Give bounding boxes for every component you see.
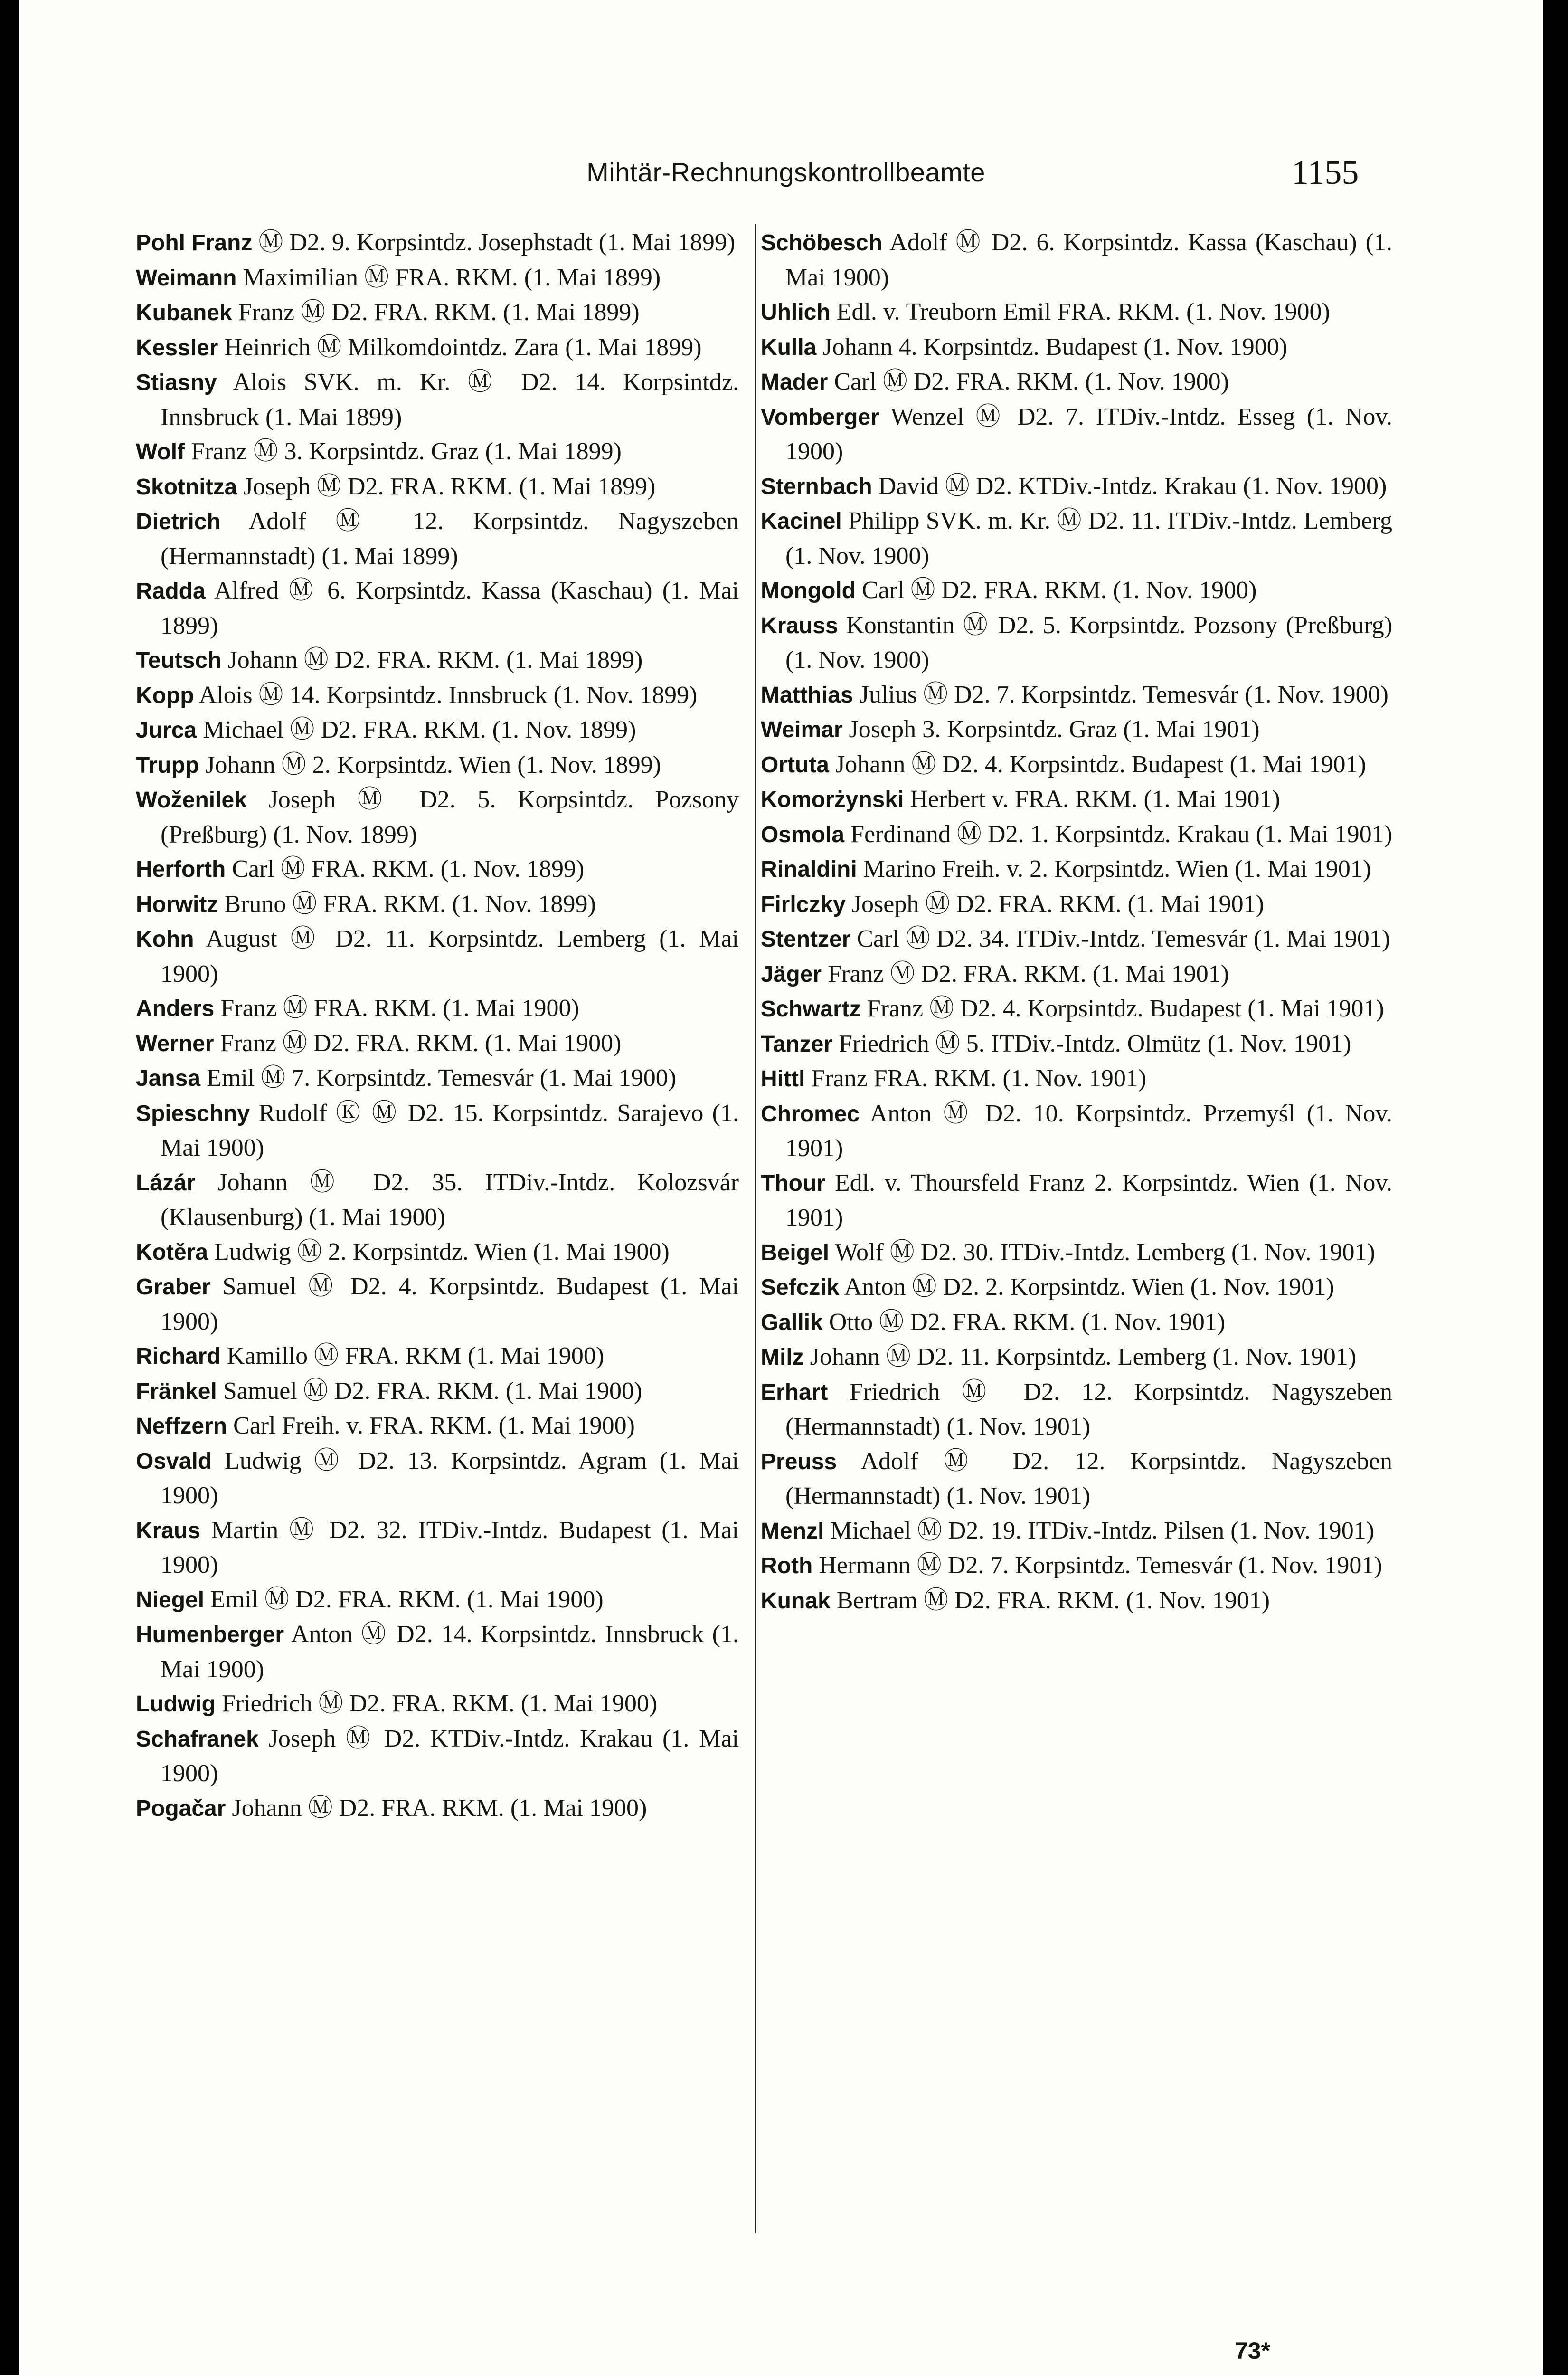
list-entry (761, 887, 1392, 922)
list-entry (136, 1513, 739, 1583)
list-entry (761, 957, 1392, 992)
list-entry (136, 1791, 739, 1826)
entry-details: Marino Freih. v. 2. Korpsintdz. Wien (1. Mai 1901) (863, 855, 1371, 883)
entry-details: Joseph Ⓜ D2. 5. Korpsintdz. Pozsony (Preßburg) (1. Nov. 1899) (161, 786, 739, 848)
entry-details: Rudolf Ⓚ Ⓜ D2. 15. Korpsintdz. Sarajevo (1. Mai 1900) (161, 1099, 739, 1161)
entry-surname: Weimar (761, 717, 843, 742)
list-entry (761, 608, 1392, 678)
list-entry (136, 435, 739, 470)
entry-details: Johann 4. Korpsintdz. Budapest (1. Nov. 1900) (822, 333, 1288, 361)
entry-details: Hermann Ⓜ D2. 7. Korpsintdz. Temesvár (1. Nov. 1901) (819, 1552, 1382, 1579)
list-entry (761, 1166, 1392, 1235)
entry-surname: Thour (761, 1170, 825, 1196)
list-entry (136, 1339, 739, 1374)
entry-surname: Kunak (761, 1588, 831, 1614)
entry-details: Konstantin Ⓜ D2. 5. Korpsintdz. Pozsony (Preßburg) (1. Nov. 1900) (785, 611, 1392, 674)
entry-surname: Stentzer (761, 927, 851, 952)
list-entry (761, 1305, 1392, 1340)
list-entry (136, 678, 739, 713)
signature-mark: 73* (1235, 2337, 1271, 2364)
entry-surname: Wolf (136, 439, 185, 465)
entry-details: Adolf Ⓜ D2. 12. Korpsintdz. Nagyszeben (Hermannstadt) (1. Nov. 1901) (785, 1447, 1392, 1510)
list-entry (761, 1027, 1392, 1062)
entry-surname: Weimann (136, 265, 237, 291)
entry-surname: Uhlich (761, 300, 831, 325)
entry-surname: Teutsch (136, 648, 222, 673)
entry-details: Carl Ⓜ D2. FRA. RKM. (1. Nov. 1900) (834, 368, 1229, 395)
entry-surname: Graber (136, 1274, 211, 1300)
entry-details: Johann Ⓜ 2. Korpsintdz. Wien (1. Nov. 1899) (205, 751, 661, 779)
entry-details: Michael Ⓜ D2. FRA. RKM. (1. Nov. 1899) (203, 716, 636, 743)
list-entry (136, 226, 739, 261)
entry-details: Emil Ⓜ 7. Korpsintdz. Temesvár (1. Mai 1900) (207, 1064, 677, 1092)
entry-details: Friedrich Ⓜ D2. 12. Korpsintdz. Nagyszeben (Hermannstadt) (1. Nov. 1901) (785, 1378, 1392, 1440)
list-entry (136, 1235, 739, 1270)
entry-surname: Pogačar (136, 1796, 226, 1821)
entry-details: Adolf Ⓜ D2. 6. Korpsintdz. Kassa (Kaschau) (1. Mai 1900) (785, 229, 1392, 291)
entry-details: Carl Ⓜ D2. FRA. RKM. (1. Nov. 1900) (861, 577, 1257, 604)
entry-details: Edl. v. Treuborn Emil FRA. RKM. (1. Nov. 1900) (836, 298, 1330, 325)
list-entry (136, 331, 739, 366)
list-entry (136, 1026, 739, 1062)
entry-surname: Ortuta (761, 752, 829, 778)
list-entry (136, 852, 739, 887)
entry-details: Franz Ⓜ D2. 4. Korpsintdz. Budapest (1. Mai 1901) (867, 995, 1384, 1022)
list-entry (136, 1374, 739, 1409)
list-entry (136, 643, 739, 678)
entry-details: Friedrich Ⓜ D2. FRA. RKM. (1. Mai 1900) (221, 1690, 658, 1717)
entry-details: Philipp SVK. m. Kr. Ⓜ D2. 11. ITDiv.-Intdz. Lemberg (1. Nov. 1900) (785, 507, 1392, 570)
list-entry (136, 1722, 739, 1791)
entry-details: Ludwig Ⓜ 2. Korpsintdz. Wien (1. Mai 1900) (214, 1238, 670, 1265)
entry-surname: Kessler (136, 335, 218, 361)
list-entry (761, 1097, 1392, 1166)
list-entry (761, 1235, 1392, 1271)
entry-surname: Trupp (136, 752, 199, 778)
entry-details: Joseph 3. Korpsintdz. Graz (1. Mai 1901) (849, 716, 1260, 743)
list-entry (761, 712, 1392, 748)
entry-details: Herbert v. FRA. RKM. (1. Mai 1901) (910, 786, 1280, 813)
entry-surname: Fränkel (136, 1378, 217, 1404)
list-entry (761, 504, 1392, 573)
list-entry (136, 470, 739, 505)
entry-surname: Sefczik (761, 1275, 840, 1300)
entry-details: Bruno Ⓜ FRA. RKM. (1. Nov. 1899) (224, 890, 596, 918)
entry-surname: Matthias (761, 682, 853, 708)
list-entry (761, 922, 1392, 957)
entry-details: Johann Ⓜ D2. FRA. RKM. (1. Mai 1899) (227, 646, 643, 674)
entry-details: Alois SVK. m. Kr. Ⓜ D2. 14. Korpsintdz. Innsbruck (1. Mai 1899) (161, 369, 739, 431)
entry-surname: Beigel (761, 1240, 830, 1265)
list-entry (761, 400, 1392, 469)
entry-surname: Kopp (136, 683, 194, 708)
right-column (761, 226, 1392, 2221)
entry-details: Wolf Ⓜ D2. 30. ITDiv.-Intdz. Lemberg (1. Nov. 1901) (835, 1238, 1375, 1266)
entry-surname: Sternbach (761, 474, 872, 499)
list-entry (761, 1514, 1392, 1549)
running-title: Mihtär-Rechnungskontrollbeamte (586, 157, 985, 187)
entry-details: Carl Ⓜ FRA. RKM. (1. Nov. 1899) (232, 855, 585, 883)
entry-surname: Neffzern (136, 1414, 227, 1439)
entry-surname: Tanzer (761, 1031, 833, 1057)
entry-surname: Schwartz (761, 997, 861, 1022)
left-column (136, 226, 739, 2221)
entry-surname: Woženilek (136, 788, 247, 813)
book-page (19, 0, 1543, 2375)
entry-surname: Kraus (136, 1518, 201, 1543)
entry-details: Ⓜ D2. 9. Korpsintdz. Josephstadt (1. Mai 1899) (258, 229, 736, 256)
entry-surname: Hittl (761, 1066, 805, 1092)
entry-surname: Chromec (761, 1101, 860, 1127)
list-entry (136, 1270, 739, 1339)
list-entry (761, 1375, 1392, 1444)
entry-details: Alois Ⓜ 14. Korpsintdz. Innsbruck (1. Nov. 1899) (198, 681, 698, 709)
entry-details: Samuel Ⓜ D2. FRA. RKM. (1. Mai 1900) (223, 1377, 642, 1405)
entry-surname: Gallik (761, 1310, 823, 1335)
entry-surname: Spieschny (136, 1101, 250, 1126)
entry-surname: Kohn (136, 927, 194, 952)
list-entry (136, 1061, 739, 1096)
entry-details: Joseph Ⓜ D2. FRA. RKM. (1. Mai 1899) (243, 473, 656, 500)
entry-surname: Osmola (761, 822, 845, 847)
entry-details: Carl Freih. v. FRA. RKM. (1. Mai 1900) (233, 1412, 635, 1439)
entry-surname: Stiasny (136, 370, 217, 395)
entry-surname: Kubanek (136, 300, 232, 325)
list-entry (136, 713, 739, 748)
page-number: 1155 (1292, 153, 1359, 191)
list-entry (761, 1270, 1392, 1305)
page-header (19, 153, 1543, 200)
list-entry (136, 1617, 739, 1687)
list-entry (761, 295, 1392, 330)
entry-surname: Horwitz (136, 892, 218, 917)
entry-details: Joseph Ⓜ D2. FRA. RKM. (1. Mai 1901) (851, 890, 1264, 918)
entry-surname: Erhart (761, 1379, 828, 1405)
entry-details: Michael Ⓜ D2. 19. ITDiv.-Intdz. Pilsen (1. Nov. 1901) (830, 1517, 1375, 1544)
entry-details: Ferdinand Ⓜ D2. 1. Korpsintdz. Krakau (1. Mai 1901) (850, 820, 1392, 848)
entry-surname: Radda (136, 579, 206, 604)
list-entry (136, 783, 739, 852)
entry-details: Martin Ⓜ D2. 32. ITDiv.-Intdz. Budapest (1. Mai 1900) (161, 1516, 739, 1578)
entry-surname: Kulla (761, 334, 817, 360)
entry-surname: Skotnitza (136, 474, 237, 500)
entry-details: Maximilian Ⓜ FRA. RKM. (1. Mai 1899) (243, 264, 661, 291)
entry-details: Johann Ⓜ D2. 11. Korpsintdz. Lemberg (1. Nov. 1901) (810, 1343, 1357, 1370)
entry-surname: Ludwig (136, 1691, 216, 1717)
entry-details: Anton Ⓜ D2. 10. Korpsintdz. Przemyśl (1. Nov. 1901) (785, 1100, 1392, 1162)
entry-surname: Menzl (761, 1518, 824, 1544)
list-entry (136, 1166, 739, 1235)
entry-surname: Jurca (136, 718, 197, 743)
list-entry (761, 992, 1392, 1027)
entry-details: Edl. v. Thoursfeld Franz 2. Korpsintdz. Wien (1. Nov. 1901) (785, 1169, 1392, 1231)
entry-surname: Humenberger (136, 1622, 284, 1647)
entry-details: Anton Ⓜ D2. 2. Korpsintdz. Wien (1. Nov. 1901) (844, 1273, 1334, 1301)
entry-surname: Jäger (761, 961, 822, 987)
list-entry (136, 1409, 739, 1444)
entry-details: Carl Ⓜ D2. 34. ITDiv.-Intdz. Temesvár (1. Mai 1901) (857, 925, 1390, 952)
list-entry (136, 991, 739, 1026)
entry-surname: Dietrich (136, 509, 221, 534)
entry-details: David Ⓜ D2. KTDiv.-Intdz. Krakau (1. Nov. 1900) (878, 472, 1387, 500)
list-entry (136, 922, 739, 991)
entry-details: Franz FRA. RKM. (1. Nov. 1901) (811, 1065, 1147, 1092)
entry-surname: Richard (136, 1344, 221, 1369)
list-entry (136, 887, 739, 922)
list-entry (761, 330, 1392, 365)
list-entry (761, 678, 1392, 713)
entry-surname: Rinaldini (761, 857, 857, 882)
entry-details: Samuel Ⓜ D2. 4. Korpsintdz. Budapest (1. Mai 1900) (161, 1273, 739, 1335)
list-entry (761, 469, 1392, 504)
list-entry (136, 1583, 739, 1618)
entry-surname: Schöbesch (761, 230, 883, 256)
entry-surname: Kacinel (761, 509, 842, 534)
entry-surname: Firlczky (761, 892, 846, 917)
entry-surname: Osvald (136, 1448, 212, 1474)
entry-details: Bertram Ⓜ D2. FRA. RKM. (1. Nov. 1901) (836, 1586, 1270, 1614)
entry-details: Franz Ⓜ D2. FRA. RKM. (1. Mai 1900) (220, 1029, 622, 1057)
entry-details: Franz Ⓜ 3. Korpsintdz. Graz (1. Mai 1899) (191, 438, 622, 465)
list-entry (761, 852, 1392, 887)
entry-surname: Milz (761, 1345, 804, 1370)
list-entry (761, 226, 1392, 295)
entry-details: Alfred Ⓜ 6. Korpsintdz. Kassa (Kaschau) (1. Mai 1899) (161, 577, 739, 639)
list-entry (761, 573, 1392, 608)
list-entry (761, 1062, 1392, 1097)
entry-surname: Mader (761, 370, 828, 395)
entry-details: Ludwig Ⓜ D2. 13. Korpsintdz. Agram (1. Mai 1900) (161, 1447, 739, 1509)
entry-details: Franz Ⓜ FRA. RKM. (1. Mai 1900) (220, 995, 579, 1022)
entry-surname: Kotěra (136, 1239, 208, 1265)
entry-details: Wenzel Ⓜ D2. 7. ITDiv.-Intdz. Esseg (1. Nov. 1900) (785, 403, 1392, 465)
list-entry (136, 574, 739, 643)
entry-details: Kamillo Ⓜ FRA. RKM (1. Mai 1900) (227, 1342, 605, 1369)
entry-details: Adolf Ⓜ 12. Korpsintdz. Nagyszeben (Hermannstadt) (1. Mai 1899) (161, 508, 739, 570)
entry-details: Joseph Ⓜ D2. KTDiv.-Intdz. Krakau (1. Mai 1900) (161, 1725, 739, 1787)
list-entry (136, 1444, 739, 1513)
list-entry (136, 1096, 739, 1166)
entry-details: Johann Ⓜ D2. 35. ITDiv.-Intdz. Kolozsvár (Klausenburg) (1. Mai 1900) (161, 1168, 739, 1231)
list-entry (761, 1444, 1392, 1514)
entry-details: Franz Ⓜ D2. FRA. RKM. (1. Mai 1899) (238, 299, 640, 326)
entry-surname: Preuss (761, 1449, 837, 1474)
list-entry (761, 1548, 1392, 1584)
list-entry (761, 817, 1392, 853)
entry-details: Julius Ⓜ D2. 7. Korpsintdz. Temesvár (1. Nov. 1900) (859, 681, 1389, 708)
entry-details: Johann Ⓜ D2. 4. Korpsintdz. Budapest (1. Mai 1901) (835, 750, 1366, 778)
list-entry (761, 748, 1392, 783)
entry-surname: Schafranek (136, 1726, 259, 1752)
entry-surname: Jansa (136, 1066, 201, 1091)
entry-surname: Werner (136, 1031, 214, 1056)
entry-surname: Herforth (136, 857, 226, 882)
list-entry (136, 748, 739, 783)
entry-surname: Mongold (761, 578, 856, 603)
list-entry (761, 1340, 1392, 1375)
entry-details: Friedrich Ⓜ 5. ITDiv.-Intdz. Olmütz (1. Nov. 1901) (839, 1030, 1351, 1057)
entry-surname: Roth (761, 1553, 813, 1578)
list-entry (761, 365, 1392, 400)
entry-details: Heinrich Ⓜ Milkomdointdz. Zara (1. Mai 1899) (224, 333, 702, 361)
list-entry (136, 1687, 739, 1722)
entry-details: Otto Ⓜ D2. FRA. RKM. (1. Nov. 1901) (829, 1308, 1226, 1336)
entry-surname: Krauss (761, 613, 838, 638)
list-entry (136, 295, 739, 331)
list-entry (136, 261, 739, 296)
list-entry (761, 782, 1392, 817)
entry-details: Franz Ⓜ D2. FRA. RKM. (1. Mai 1901) (828, 960, 1229, 988)
entry-details: Emil Ⓜ D2. FRA. RKM. (1. Mai 1900) (210, 1586, 604, 1613)
list-entry (136, 504, 739, 574)
list-entry (761, 1584, 1392, 1619)
entry-surname: Komorżynski (761, 787, 904, 812)
column-divider (755, 224, 756, 2233)
entry-surname: Anders (136, 996, 215, 1021)
list-entry (136, 365, 739, 435)
entry-details: Johann Ⓜ D2. FRA. RKM. (1. Mai 1900) (232, 1794, 647, 1822)
entry-surname: Vomberger (761, 404, 879, 430)
entry-surname: Lázár (136, 1170, 196, 1196)
entry-details: Anton Ⓜ D2. 14. Korpsintdz. Innsbruck (1. Mai 1900) (161, 1621, 739, 1683)
entry-surname: Pohl Franz (136, 230, 253, 256)
entry-details: August Ⓜ D2. 11. Korpsintdz. Lemberg (1. Mai 1900) (161, 925, 739, 988)
entry-surname: Niegel (136, 1587, 205, 1613)
